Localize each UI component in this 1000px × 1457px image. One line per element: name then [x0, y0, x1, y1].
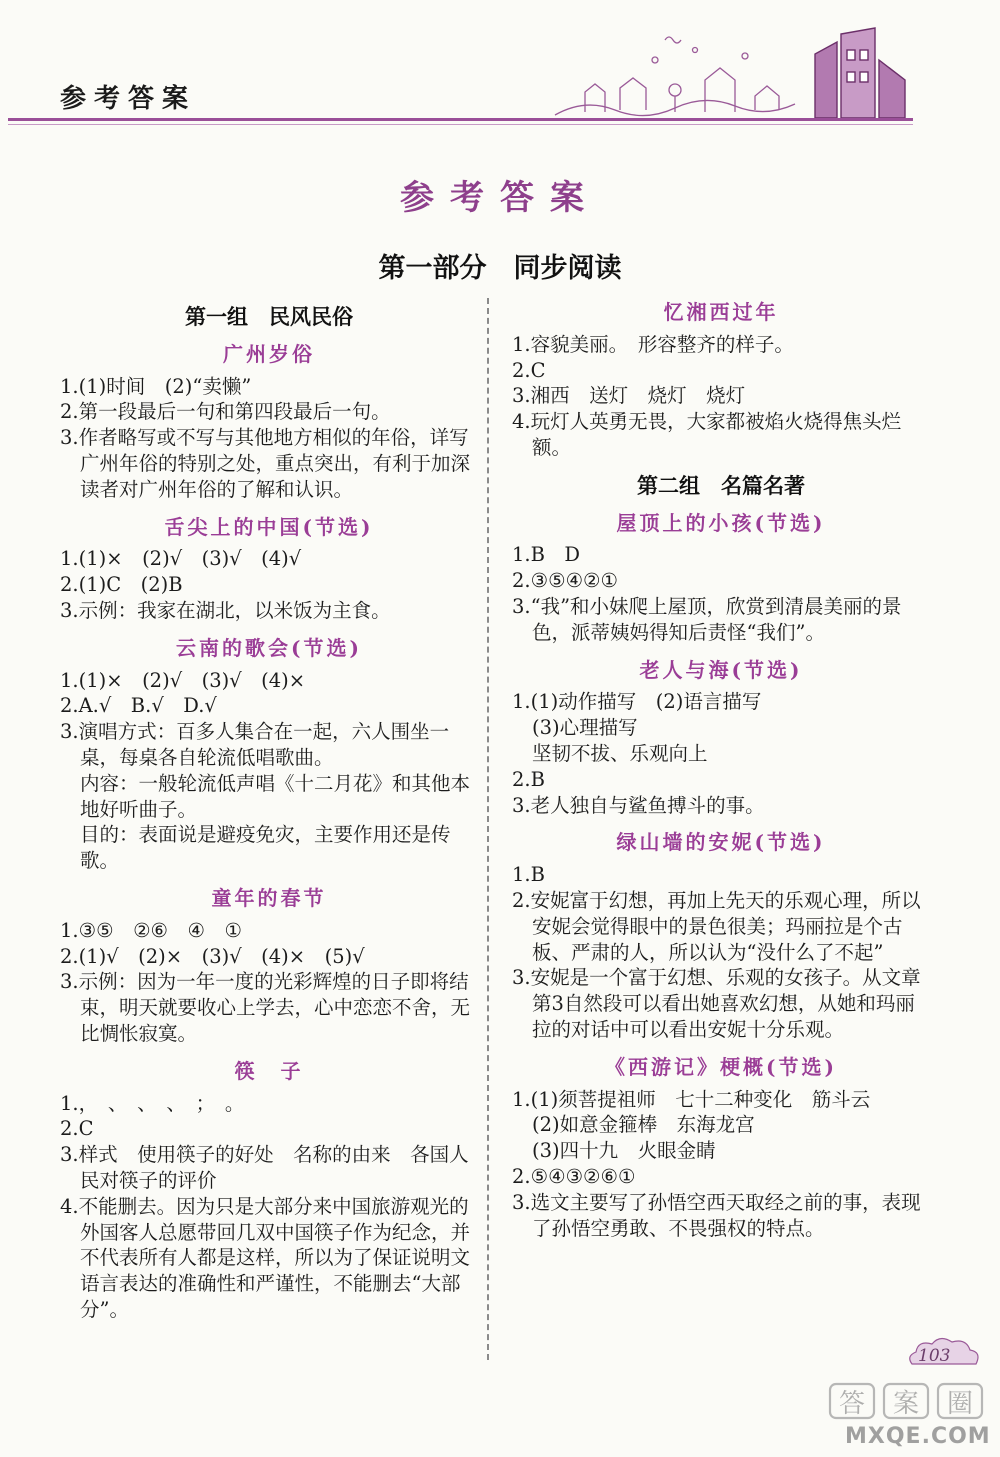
section-xiangxi-newyear [512, 300, 930, 461]
answer-item: 4.玩灯人英勇无畏，大家都被焰火烧得焦头烂额。 [512, 410, 902, 459]
running-title: 参考答案 [60, 84, 197, 114]
answer-item: 2.安妮富于幻想，再加上先天的乐观心理，所以安妮会觉得眼中的景色很美；玛丽拉是个古板、严肃的人，所以认为“没什么了不起” [512, 888, 921, 964]
answer-item: 2.⑤④③②⑥① [512, 1164, 636, 1188]
answer-item: 1.(1)须菩提祖师 七十二种变化 筋斗云 (2)如意金箍棒 东海龙宫 (3)四十九 火眼金睛 [512, 1087, 871, 1163]
section-title: 老人与海(节选) [639, 657, 803, 682]
answer-item: 1.(1)× (2)√ (3)√ (4)× [60, 668, 306, 692]
answer-item: 2.C [60, 1117, 94, 1141]
answer-item: 3.安妮是一个富于幻想、乐观的女孩子。从文章第3自然段可以看出她喜欢幻想，从她和玛丽拉的对话中可以看出安妮十分乐观。 [512, 966, 921, 1041]
section-china-tongue [60, 515, 478, 624]
header-rule-thin [8, 124, 913, 125]
left-column [60, 298, 478, 1323]
answer-item: 1.(1)× (2)√ (3)√ (4)√ [60, 547, 302, 571]
answer-item: 1.， 、 、 、 ； 。 [60, 1091, 245, 1115]
answer-item: 3.示例：我家在湖北，以米饭为主食。 [60, 598, 391, 622]
section-title: 云南的歌会(节选) [176, 635, 362, 660]
section-old-man-sea [512, 658, 930, 819]
answer-item: 1.B [512, 863, 545, 887]
section-title: 忆湘西过年 [663, 300, 779, 324]
part-title: 第一部分 同步阅读 [378, 253, 622, 284]
section-title: 屋顶上的小孩(节选) [616, 510, 826, 535]
watermark-logo-glyph: 案 [893, 1389, 920, 1419]
answer-item: 1.(1)时间 (2)“卖懒” [60, 374, 252, 398]
section-guangzhou [60, 342, 478, 503]
section-chopsticks [60, 1059, 478, 1323]
decorative-town-illustration [545, 20, 925, 120]
answer-item: 3.示例：因为一年一度的光彩辉煌的日子即将结束，明天就要收心上学去，心中恋恋不舍，无比惆怅寂寞。 [60, 970, 471, 1045]
right-column [512, 298, 930, 1241]
section-title: 绿山墙的安妮(节选) [616, 830, 826, 855]
section-anne-green-gables [512, 830, 930, 1042]
watermark-site: MXQE.COM [845, 1424, 991, 1449]
column-divider [487, 298, 489, 1360]
group-title-1: 第一组 民风民俗 [185, 304, 353, 329]
answer-item: 3.作者略写或不写与其他地方相似的年俗，详写广州年俗的特别之处，重点突出，有利于加深读者对广州年俗的了解和认识。 [60, 426, 471, 501]
answer-item: 1.B D [512, 543, 581, 567]
answer-item: 2.(1)√ (2)× (3)√ (4)× (5)√ [60, 944, 365, 968]
section-yunnan-song [60, 636, 478, 874]
section-title: 筷 子 [234, 1058, 304, 1083]
section-title: 童年的春节 [211, 885, 327, 910]
answer-item: 2.B [512, 767, 545, 791]
answer-item: 1.③⑤ ②⑥ ④ ① [60, 918, 242, 942]
group-title-2: 第二组 名篇名著 [637, 472, 805, 498]
watermark-logo-glyph: 圈 [947, 1389, 974, 1419]
section-rooftop-kid [512, 511, 930, 646]
answer-item: 2.C [512, 358, 546, 382]
answer-item: 3.演唱方式：百多人集合在一起，六人围坐一桌，每桌各自轮流低唱歌曲。 内容：一般轮流低声唱《十二月花》和其他本地好听曲子。 目的：表面说是避疫免灾，主要作用还是传歌。 [60, 720, 471, 873]
header-rule [8, 118, 913, 121]
page-number: 103 [918, 1346, 951, 1366]
watermark-logo-glyph: 答 [839, 1389, 866, 1419]
answer-item: 2.A.√ B.√ D.√ [60, 694, 217, 718]
section-journey-west [512, 1055, 930, 1242]
document-title: 参考答案 [400, 178, 600, 218]
section-title: 广州岁俗 [223, 341, 315, 366]
answer-item: 1.容貌美丽。 形容整齐的样子。 [512, 332, 794, 356]
answer-item: 3.选文主要写了孙悟空西天取经之前的事，表现了孙悟空勇敢、不畏强权的特点。 [512, 1190, 921, 1240]
answer-item: 1.(1)动作描写 (2)语言描写 (3)心理描写 坚韧不拔、乐观向上 [512, 690, 762, 765]
answer-item: 2.③⑤④②① [512, 569, 619, 593]
answer-item: 3.湘西 送灯 烧灯 烧灯 [512, 384, 746, 408]
answer-item: 2.(1)C (2)B [60, 573, 183, 597]
answer-item: 2.第一段最后一句和第四段最后一句。 [60, 400, 391, 424]
watermark-logo-text [839, 1389, 973, 1419]
section-childhood-spring [60, 886, 478, 1047]
section-title: 《西游记》梗概(节选) [605, 1054, 837, 1079]
answer-item: 3.“我”和小妹爬上屋顶，欣赏到清晨美丽的景色，派蒂姨妈得知后责怪“我们”。 [512, 594, 902, 644]
answer-item: 4.不能删去。因为只是大部分来中国旅游观光的外国客人总愿带回几双中国筷子作为纪念，并不代表所有人都是这样，所以为了保证说明文语言表达的准确性和严谨性，不能删去“大部分”。 [60, 1194, 471, 1321]
page-header [0, 0, 1000, 130]
answer-item: 3.老人独自与鲨鱼搏斗的事。 [512, 793, 765, 817]
section-title: 舌尖上的中国(节选) [164, 514, 374, 539]
answer-item: 3.样式 使用筷子的好处 名称的由来 各国人民对筷子的评价 [60, 1143, 469, 1192]
